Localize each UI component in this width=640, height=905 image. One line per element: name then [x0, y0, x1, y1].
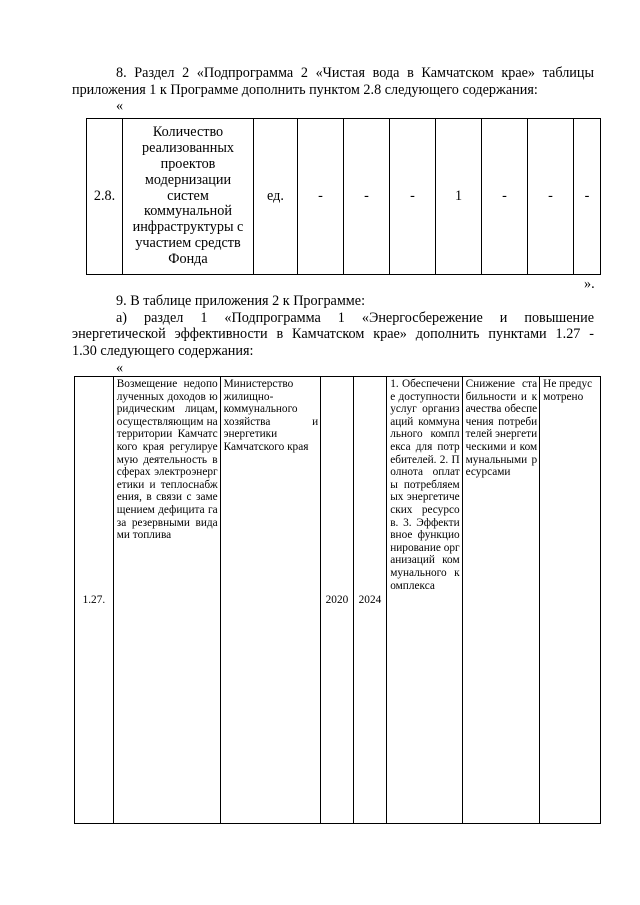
measure-results: 1. Обеспечение доступности услуг организаций коммунального комплекса для потребителей. 2. Полнота оплаты потребляемых энергетических ресурсов. 3. Эффективное функционирование организаций коммунального комплекса [387, 377, 462, 824]
measure-end-year: 2024 [353, 377, 387, 824]
indicator-value: - [390, 119, 436, 275]
measures-table [74, 376, 601, 824]
section9-a-line3: 1.30 следующего содержания: [72, 343, 254, 359]
indicator-table [86, 118, 601, 275]
indicator-unit: ед. [254, 119, 298, 275]
indicator-value: - [344, 119, 390, 275]
measure-description: Возмещение недополученных доходов юридическим лицам, осуществляющим на территории Камчатского края регулируемую деятельность в сферах электроэнергетики и теплоснабжения, в связи с замещением дефицита газа резервными видами топлива [113, 377, 220, 824]
indicator-number: 2.8. [87, 119, 123, 275]
measure-number: 1.27. [75, 377, 114, 824]
indicator-value: 1 [436, 119, 482, 275]
section9-heading: 9. В таблице приложения 2 к Программе: [116, 293, 366, 309]
measure-start-year: 2020 [321, 377, 353, 824]
indicator-value: - [574, 119, 601, 275]
section9-a-line1: а) раздел 1 «Подпрограмма 1 «Энергосбережение и повышение [116, 310, 594, 326]
section9-a-line2: энергетической эффективности в Камчатском крае» дополнить пунктами 1.27 - [72, 326, 594, 342]
open-quote-2: « [116, 360, 124, 376]
open-quote-1: « [116, 98, 124, 114]
indicator-name: Количество реализованных проектов модернизации систем коммунальной инфраструктуры с участием средств Фонда [123, 119, 254, 275]
measure-consequences: Снижение стабильности и качества обеспечения потребителей энергетическими и коммунальными ресурсами [462, 377, 540, 824]
measure-executor: Министерство жилищно-коммунального хозяйства и энергетики Камчатского края [220, 377, 321, 824]
close-quote: ». [584, 276, 595, 292]
section8-line1: 8. Раздел 2 «Подпрограмма 2 «Чистая вода в Камчатском крае» таблицы [116, 65, 594, 81]
section8-line2: приложения 1 к Программе дополнить пунктом 2.8 следующего содержания: [72, 82, 538, 98]
indicator-value: - [482, 119, 528, 275]
indicator-value: - [298, 119, 344, 275]
measure-note: Не предусмотрено [540, 377, 601, 824]
indicator-value: - [528, 119, 574, 275]
